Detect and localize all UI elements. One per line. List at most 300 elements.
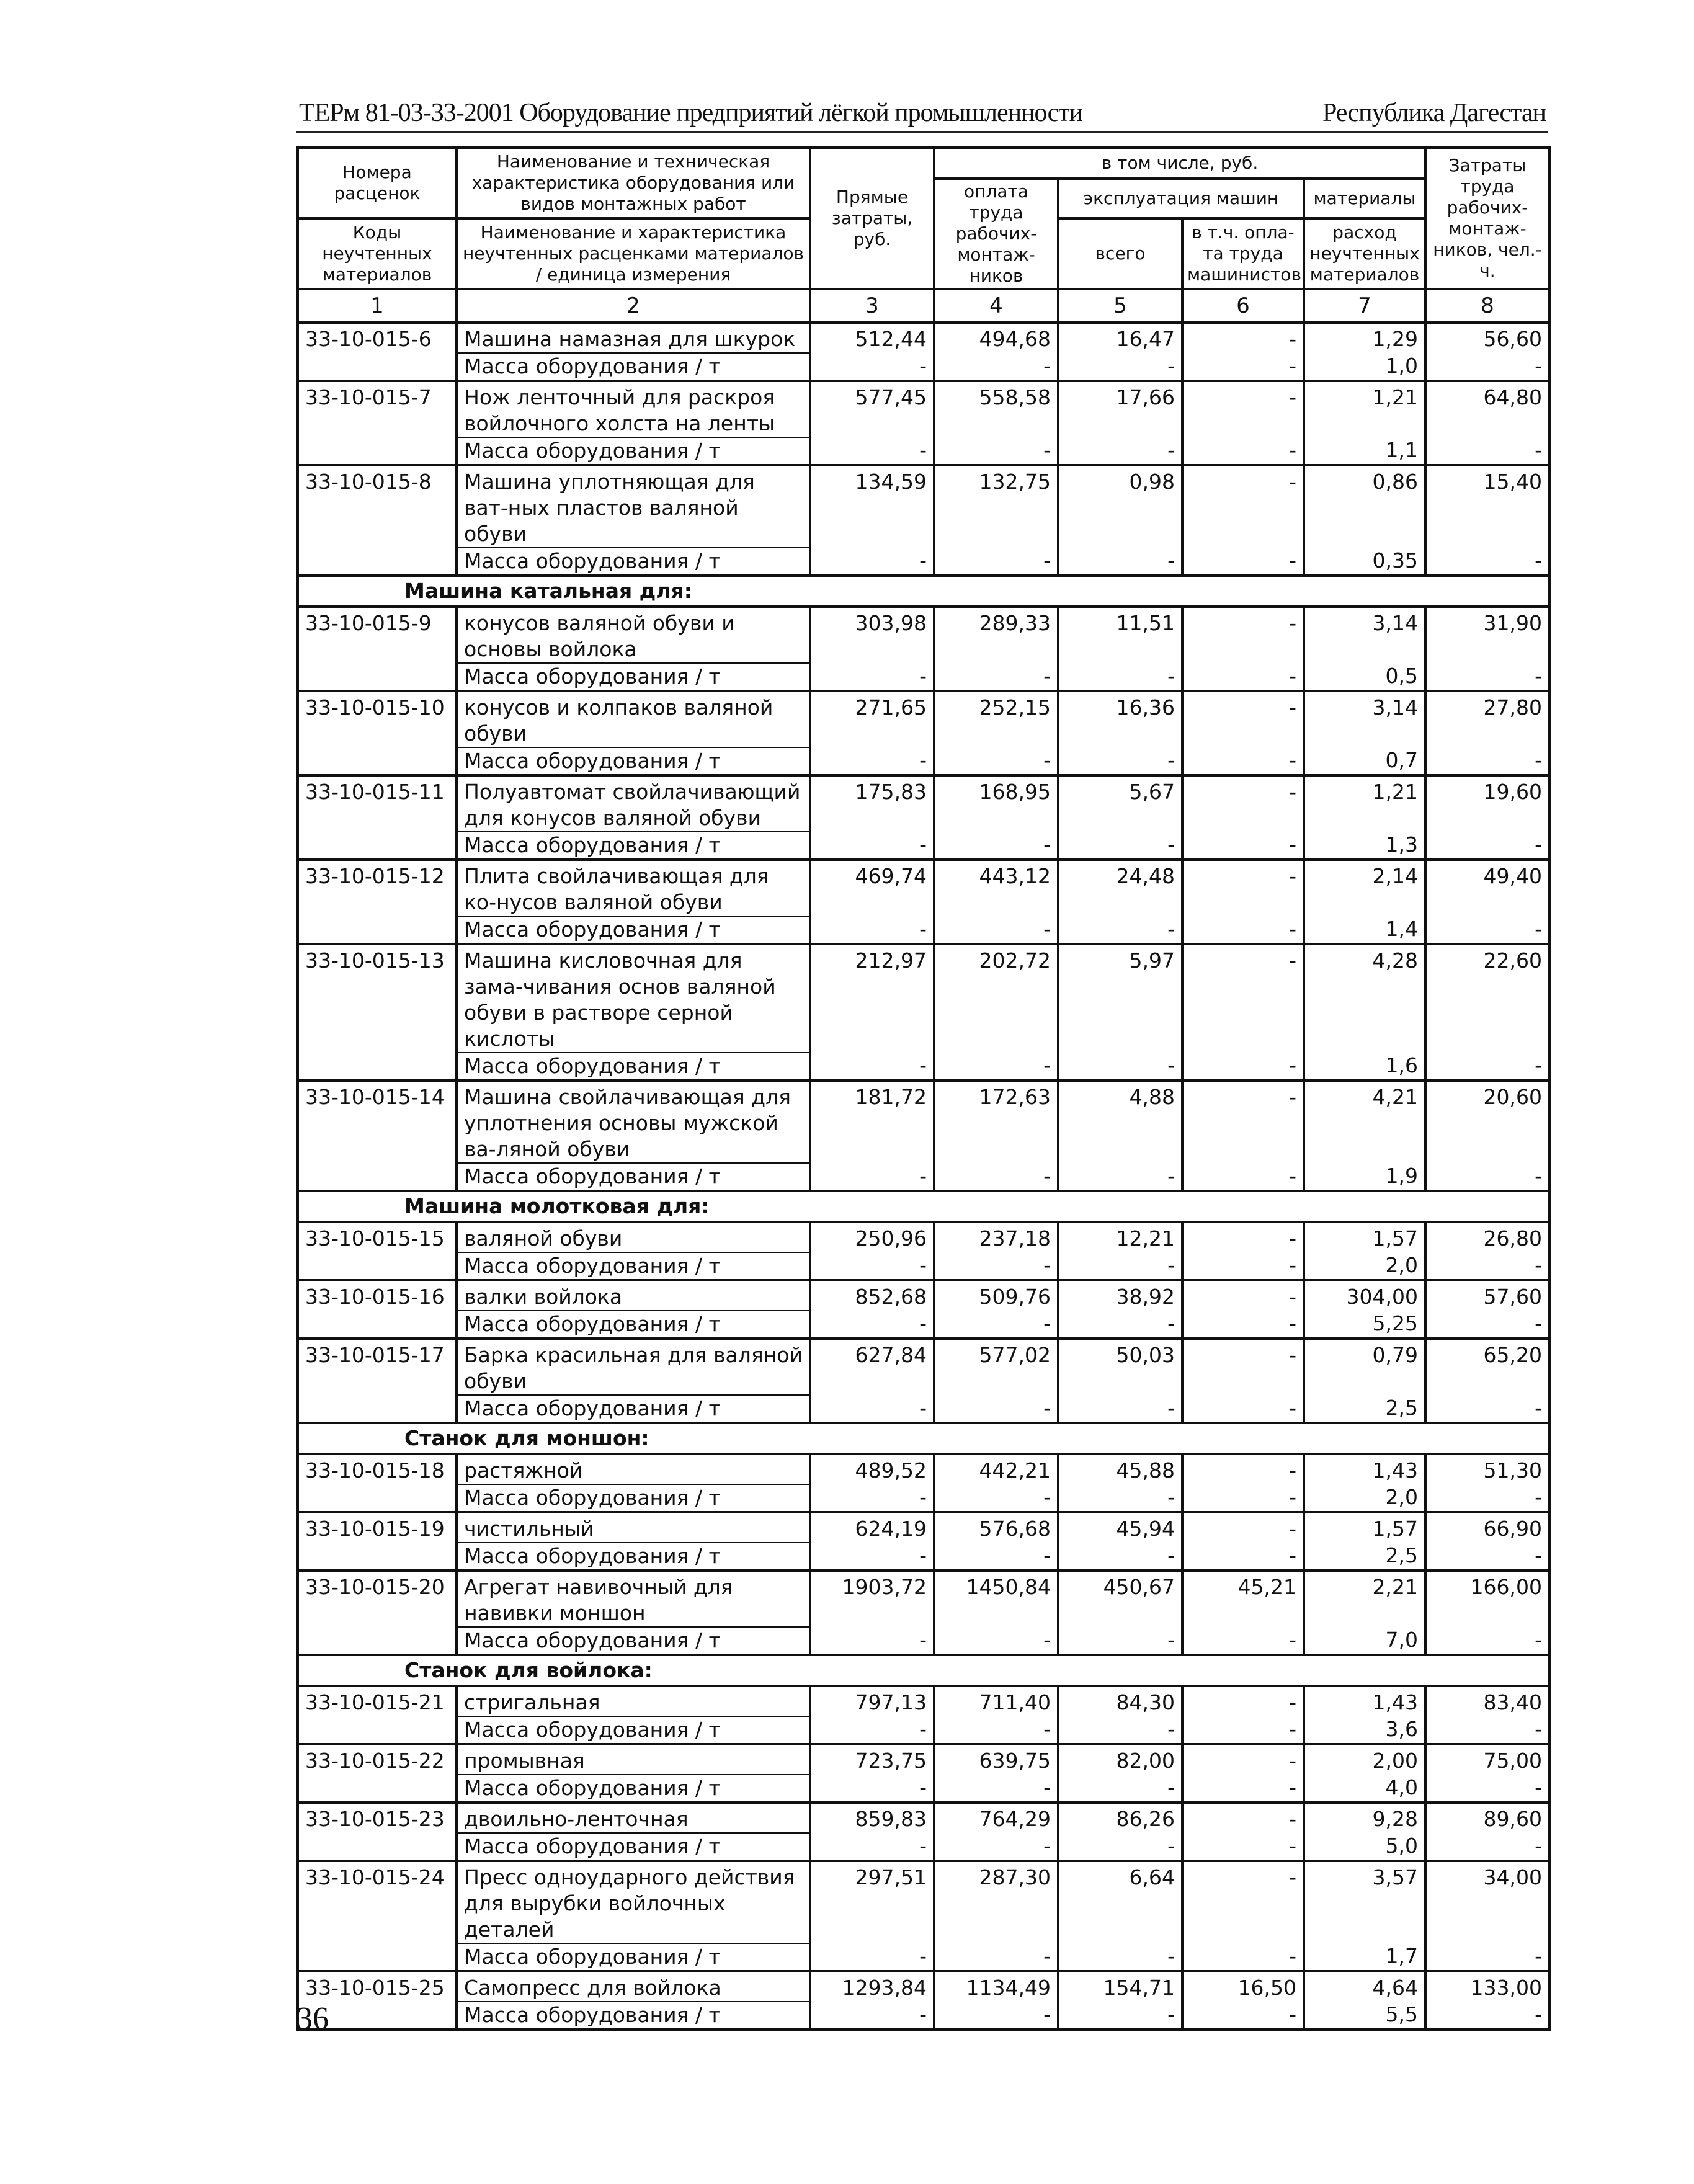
mass-value: - (1182, 1311, 1304, 1339)
labor-hours-cell: 133,00 (1425, 1971, 1549, 2002)
labor-hours-cell: 57,60 (1425, 1280, 1549, 1311)
mass-value: 1,4 (1304, 916, 1425, 944)
mass-value: - (934, 1163, 1058, 1191)
mass-value: 2,5 (1304, 1395, 1425, 1423)
installer-wages-cell: 576,68 (934, 1512, 1058, 1543)
labor-hours-cell: 26,80 (1425, 1222, 1549, 1252)
machine-total-cell: 0,98 (1058, 465, 1182, 548)
mass-value: - (810, 548, 934, 576)
installer-wages-cell: 711,40 (934, 1686, 1058, 1716)
rate-code: 33-10-015-6 (298, 323, 457, 353)
labor-hours-cell: 15,40 (1425, 465, 1549, 548)
empty-cell (298, 437, 457, 465)
operator-wages-cell: - (1182, 1339, 1304, 1395)
operator-wages-cell: 45,21 (1182, 1571, 1304, 1627)
direct-costs-cell: 797,13 (810, 1686, 934, 1716)
materials-cell: 4,28 (1304, 944, 1425, 1053)
column-numbers-row (298, 289, 1549, 323)
equipment-name: Нож ленточный для раскроя войлочного холста на ленты (457, 381, 810, 437)
mass-value: - (810, 747, 934, 775)
machine-total-cell: 5,97 (1058, 944, 1182, 1053)
table-row (298, 1222, 1549, 1252)
mass-value: - (1425, 1252, 1549, 1280)
empty-cell (298, 663, 457, 691)
header-direct-costs: Прямые затраты, руб. (810, 148, 934, 289)
mass-value: 7,0 (1304, 1627, 1425, 1655)
mass-value: - (1182, 916, 1304, 944)
mass-value: - (1058, 1395, 1182, 1423)
mass-row (298, 437, 1549, 465)
mass-label: Масса оборудования / т (457, 437, 810, 465)
mass-value: - (810, 916, 934, 944)
mass-value: - (1058, 2002, 1182, 2030)
direct-costs-cell: 250,96 (810, 1222, 934, 1252)
mass-label: Масса оборудования / т (457, 353, 810, 381)
operator-wages-cell: - (1182, 944, 1304, 1053)
group-heading: Машина молотковая для: (298, 1191, 1549, 1222)
header-material-names: Наименование и характеристика неучтенных расценками материалов / единица измерения (457, 218, 810, 289)
machine-total-cell: 16,47 (1058, 323, 1182, 353)
equipment-name: конусов и колпаков валяной обуви (457, 691, 810, 747)
mass-value: - (934, 1716, 1058, 1744)
mass-value: - (810, 437, 934, 465)
table-row (298, 944, 1549, 1053)
mass-row (298, 1395, 1549, 1423)
labor-hours-cell: 19,60 (1425, 775, 1549, 832)
labor-hours-cell: 89,60 (1425, 1803, 1549, 1833)
mass-value: - (810, 1311, 934, 1339)
mass-value: - (1182, 1833, 1304, 1861)
mass-value: - (1425, 1163, 1549, 1191)
mass-label: Масса оборудования / т (457, 548, 810, 576)
header-rate-numbers: Номера расценок (298, 148, 457, 218)
installer-wages-cell: 577,02 (934, 1339, 1058, 1395)
installer-wages-cell: 558,58 (934, 381, 1058, 437)
mass-row (298, 1543, 1549, 1571)
document-title: ТЕРм 81-03-33-2001 Оборудование предприятий лёгкой промышленности (299, 99, 1083, 127)
labor-hours-cell: 27,80 (1425, 691, 1549, 747)
empty-cell (298, 1484, 457, 1512)
machine-total-cell: 4,88 (1058, 1081, 1182, 1163)
mass-value: 1,0 (1304, 353, 1425, 381)
mass-label: Масса оборудования / т (457, 832, 810, 860)
installer-wages-cell: 443,12 (934, 860, 1058, 916)
mass-value: - (1058, 1543, 1182, 1571)
header-labor-hours: Затраты труда рабочих-монтаж-ников, чел.-ч. (1425, 148, 1549, 289)
machine-total-cell: 16,36 (1058, 691, 1182, 747)
operator-wages-cell: - (1182, 1512, 1304, 1543)
group-heading-row (298, 1655, 1549, 1686)
mass-value: - (934, 1775, 1058, 1803)
group-heading-row (298, 1191, 1549, 1222)
mass-value: - (1425, 1716, 1549, 1744)
mass-label: Масса оборудования / т (457, 747, 810, 775)
mass-value: - (1182, 1943, 1304, 1971)
mass-value: - (1182, 1716, 1304, 1744)
mass-value: - (1425, 1775, 1549, 1803)
mass-row (298, 2002, 1549, 2030)
mass-value: - (1058, 663, 1182, 691)
installer-wages-cell: 287,30 (934, 1861, 1058, 1943)
mass-value: - (934, 437, 1058, 465)
mass-value: - (1058, 1833, 1182, 1861)
mass-value: - (1182, 1484, 1304, 1512)
labor-hours-cell: 34,00 (1425, 1861, 1549, 1943)
installer-wages-cell: 1134,49 (934, 1971, 1058, 2002)
machine-total-cell: 86,26 (1058, 1803, 1182, 1833)
labor-hours-cell: 51,30 (1425, 1454, 1549, 1484)
materials-cell: 3,14 (1304, 691, 1425, 747)
equipment-name: растяжной (457, 1454, 810, 1484)
table-row (298, 691, 1549, 747)
empty-cell (298, 1943, 457, 1971)
mass-value: - (1425, 1395, 1549, 1423)
rate-code: 33-10-015-16 (298, 1280, 457, 1311)
mass-value: - (934, 2002, 1058, 2030)
equipment-name: Машина свойлачивающая для уплотнения основы мужской ва-ляной обуви (457, 1081, 810, 1163)
mass-value: - (1425, 2002, 1549, 2030)
machine-total-cell: 450,67 (1058, 1571, 1182, 1627)
operator-wages-cell: - (1182, 1744, 1304, 1775)
materials-cell: 2,00 (1304, 1744, 1425, 1775)
mass-value: - (810, 353, 934, 381)
machine-total-cell: 45,88 (1058, 1454, 1182, 1484)
operator-wages-cell: - (1182, 1081, 1304, 1163)
mass-value: - (1425, 1311, 1549, 1339)
operator-wages-cell: - (1182, 691, 1304, 747)
rate-code: 33-10-015-7 (298, 381, 457, 437)
empty-cell (298, 1252, 457, 1280)
mass-value: - (934, 1252, 1058, 1280)
operator-wages-cell: - (1182, 1803, 1304, 1833)
rate-code: 33-10-015-17 (298, 1339, 457, 1395)
mass-value: - (810, 663, 934, 691)
mass-value: - (1182, 437, 1304, 465)
column-number: 6 (1182, 289, 1304, 323)
mass-value: - (1182, 1163, 1304, 1191)
equipment-name: Барка красильная для валяной обуви (457, 1339, 810, 1395)
table-row (298, 1512, 1549, 1543)
mass-value: - (934, 1484, 1058, 1512)
installer-wages-cell: 168,95 (934, 775, 1058, 832)
equipment-name: чистильный (457, 1512, 810, 1543)
mass-row (298, 1716, 1549, 1744)
equipment-name: конусов валяной обуви и основы войлока (457, 607, 810, 663)
header-installer-wages: оплата труда рабочих-монтаж-ников (934, 179, 1058, 289)
materials-cell: 2,14 (1304, 860, 1425, 916)
equipment-name: стригальная (457, 1686, 810, 1716)
empty-cell (298, 1543, 457, 1571)
column-number: 5 (1058, 289, 1182, 323)
materials-cell: 3,57 (1304, 1861, 1425, 1943)
mass-row (298, 1053, 1549, 1081)
mass-value: - (1058, 1484, 1182, 1512)
mass-value: 1,1 (1304, 437, 1425, 465)
rate-code: 33-10-015-11 (298, 775, 457, 832)
mass-value: - (934, 1395, 1058, 1423)
column-number: 2 (457, 289, 810, 323)
operator-wages-cell: - (1182, 381, 1304, 437)
empty-cell (298, 353, 457, 381)
equipment-name: Самопресс для войлока (457, 1971, 810, 2002)
group-heading: Машина катальная для: (298, 576, 1549, 607)
installer-wages-cell: 289,33 (934, 607, 1058, 663)
operator-wages-cell: - (1182, 323, 1304, 353)
mass-value: - (810, 1943, 934, 1971)
mass-value: - (1182, 353, 1304, 381)
empty-cell (298, 1775, 457, 1803)
equipment-name: Полуавтомат свойлачивающий для конусов валяной обуви (457, 775, 810, 832)
mass-value: 1,7 (1304, 1943, 1425, 1971)
column-number: 3 (810, 289, 934, 323)
rate-code: 33-10-015-10 (298, 691, 457, 747)
mass-label: Масса оборудования / т (457, 1943, 810, 1971)
materials-cell: 304,00 (1304, 1280, 1425, 1311)
mass-label: Масса оборудования / т (457, 663, 810, 691)
operator-wages-cell: - (1182, 1454, 1304, 1484)
group-heading-row (298, 576, 1549, 607)
labor-hours-cell: 166,00 (1425, 1571, 1549, 1627)
empty-cell (298, 916, 457, 944)
mass-value: 3,6 (1304, 1716, 1425, 1744)
mass-value: - (1058, 832, 1182, 860)
mass-value: - (934, 832, 1058, 860)
mass-value: 0,5 (1304, 663, 1425, 691)
mass-value: - (934, 747, 1058, 775)
mass-label: Масса оборудования / т (457, 2002, 810, 2030)
table-row (298, 775, 1549, 832)
column-number: 8 (1425, 289, 1549, 323)
table-row (298, 465, 1549, 548)
rate-code: 33-10-015-25 (298, 1971, 457, 2002)
mass-value: 1,9 (1304, 1163, 1425, 1191)
equipment-name: Машина кисловочная для зама-чивания основ валяной обуви в растворе серной кислоты (457, 944, 810, 1053)
rate-code: 33-10-015-23 (298, 1803, 457, 1833)
empty-cell (298, 1163, 457, 1191)
rate-code: 33-10-015-21 (298, 1686, 457, 1716)
mass-value: - (810, 1543, 934, 1571)
mass-value: 1,3 (1304, 832, 1425, 860)
direct-costs-cell: 271,65 (810, 691, 934, 747)
mass-value: - (934, 663, 1058, 691)
labor-hours-cell: 49,40 (1425, 860, 1549, 916)
operator-wages-cell: - (1182, 860, 1304, 916)
materials-cell: 0,86 (1304, 465, 1425, 548)
direct-costs-cell: 134,59 (810, 465, 934, 548)
mass-value: - (1058, 1716, 1182, 1744)
installer-wages-cell: 202,72 (934, 944, 1058, 1053)
operator-wages-cell: - (1182, 1222, 1304, 1252)
mass-row (298, 1163, 1549, 1191)
mass-value: - (810, 1627, 934, 1655)
labor-hours-cell: 56,60 (1425, 323, 1549, 353)
mass-value: - (934, 1627, 1058, 1655)
table-row (298, 1280, 1549, 1311)
mass-value: - (810, 1395, 934, 1423)
equipment-name: Машина намазная для шкурок (457, 323, 810, 353)
empty-cell (298, 1716, 457, 1744)
materials-cell: 1,43 (1304, 1454, 1425, 1484)
installer-wages-cell: 132,75 (934, 465, 1058, 548)
mass-value: - (1425, 832, 1549, 860)
direct-costs-cell: 181,72 (810, 1081, 934, 1163)
operator-wages-cell: - (1182, 465, 1304, 548)
mass-value: - (934, 1833, 1058, 1861)
equipment-name: Машина уплотняющая для ват-ных пластов валяной обуви (457, 465, 810, 548)
installer-wages-cell: 237,18 (934, 1222, 1058, 1252)
mass-value: - (1425, 1943, 1549, 1971)
mass-row (298, 1627, 1549, 1655)
direct-costs-cell: 577,45 (810, 381, 934, 437)
table-row (298, 1081, 1549, 1163)
mass-value: - (934, 353, 1058, 381)
header-machine-total: всего (1058, 218, 1182, 289)
installer-wages-cell: 172,63 (934, 1081, 1058, 1163)
mass-row (298, 1311, 1549, 1339)
mass-label: Масса оборудования / т (457, 1311, 810, 1339)
rate-code: 33-10-015-14 (298, 1081, 457, 1163)
mass-value: - (1182, 663, 1304, 691)
mass-value: - (934, 1943, 1058, 1971)
machine-total-cell: 50,03 (1058, 1339, 1182, 1395)
column-number: 4 (934, 289, 1058, 323)
header-material-consumption: расход неучтенных материалов (1304, 218, 1425, 289)
direct-costs-cell: 852,68 (810, 1280, 934, 1311)
direct-costs-cell: 1293,84 (810, 1971, 934, 2002)
labor-hours-cell: 75,00 (1425, 1744, 1549, 1775)
materials-cell: 4,21 (1304, 1081, 1425, 1163)
operator-wages-cell: - (1182, 607, 1304, 663)
mass-row (298, 663, 1549, 691)
mass-value: - (810, 1484, 934, 1512)
mass-label: Масса оборудования / т (457, 1395, 810, 1423)
header-machine-operation: эксплуатация машин (1058, 179, 1304, 218)
table-row (298, 1861, 1549, 1943)
machine-total-cell: 5,67 (1058, 775, 1182, 832)
mass-value: - (1058, 437, 1182, 465)
installer-wages-cell: 1450,84 (934, 1571, 1058, 1627)
mass-row (298, 1943, 1549, 1971)
materials-cell: 4,64 (1304, 1971, 1425, 2002)
equipment-name: валки войлока (457, 1280, 810, 1311)
empty-cell (298, 1053, 457, 1081)
operator-wages-cell: - (1182, 1861, 1304, 1943)
empty-cell (298, 548, 457, 576)
empty-cell (298, 1833, 457, 1861)
rate-code: 33-10-015-9 (298, 607, 457, 663)
installer-wages-cell: 764,29 (934, 1803, 1058, 1833)
machine-total-cell: 45,94 (1058, 1512, 1182, 1543)
equipment-name: Пресс одноударного действия для вырубки войлочных деталей (457, 1861, 810, 1943)
mass-value: - (1182, 2002, 1304, 2030)
table-row (298, 381, 1549, 437)
mass-value: - (1425, 1627, 1549, 1655)
mass-value: - (1425, 747, 1549, 775)
mass-row (298, 1484, 1549, 1512)
mass-value: - (1058, 1163, 1182, 1191)
mass-value: - (1425, 1833, 1549, 1861)
direct-costs-cell: 723,75 (810, 1744, 934, 1775)
machine-total-cell: 11,51 (1058, 607, 1182, 663)
mass-value: - (1425, 1053, 1549, 1081)
mass-value: - (1058, 916, 1182, 944)
labor-hours-cell: 22,60 (1425, 944, 1549, 1053)
empty-cell (298, 1627, 457, 1655)
mass-value: - (1425, 1484, 1549, 1512)
machine-total-cell: 17,66 (1058, 381, 1182, 437)
labor-hours-cell: 31,90 (1425, 607, 1549, 663)
mass-value: 2,5 (1304, 1543, 1425, 1571)
mass-label: Масса оборудования / т (457, 1716, 810, 1744)
mass-value: - (1182, 832, 1304, 860)
mass-label: Масса оборудования / т (457, 1543, 810, 1571)
empty-cell (298, 1395, 457, 1423)
mass-value: - (1058, 1627, 1182, 1655)
mass-label: Масса оборудования / т (457, 1833, 810, 1861)
group-heading-row (298, 1423, 1549, 1454)
materials-cell: 1,43 (1304, 1686, 1425, 1716)
table-row (298, 323, 1549, 353)
mass-value: - (810, 1833, 934, 1861)
equipment-name: Плита свойлачивающая для ко-нусов валяной обуви (457, 860, 810, 916)
table-header (298, 148, 1549, 323)
equipment-name: Агрегат навивочный для навивки моншон (457, 1571, 810, 1627)
materials-cell: 1,21 (1304, 775, 1425, 832)
mass-value: 2,0 (1304, 1252, 1425, 1280)
header-name-characteristics: Наименование и техническая характеристика оборудования или видов монтажных работ (457, 148, 810, 218)
running-header (296, 93, 1548, 133)
empty-cell (298, 832, 457, 860)
machine-total-cell: 82,00 (1058, 1744, 1182, 1775)
mass-row (298, 916, 1549, 944)
mass-value: - (1182, 1252, 1304, 1280)
materials-cell: 2,21 (1304, 1571, 1425, 1627)
empty-cell (298, 747, 457, 775)
table-body (298, 323, 1549, 2030)
mass-row (298, 747, 1549, 775)
operator-wages-cell: - (1182, 775, 1304, 832)
mass-label: Масса оборудования / т (457, 1252, 810, 1280)
installer-wages-cell: 442,21 (934, 1454, 1058, 1484)
mass-value: - (1058, 353, 1182, 381)
mass-value: 0,7 (1304, 747, 1425, 775)
materials-cell: 0,79 (1304, 1339, 1425, 1395)
installer-wages-cell: 494,68 (934, 323, 1058, 353)
header-including: в том числе, руб. (934, 148, 1425, 179)
rate-code: 33-10-015-8 (298, 465, 457, 548)
mass-value: - (1058, 1775, 1182, 1803)
mass-row (298, 1833, 1549, 1861)
rates-table (296, 146, 1551, 2031)
rate-code: 33-10-015-22 (298, 1744, 457, 1775)
rate-code: 33-10-015-13 (298, 944, 457, 1053)
mass-value: 5,0 (1304, 1833, 1425, 1861)
empty-cell (298, 1311, 457, 1339)
mass-value: 2,0 (1304, 1484, 1425, 1512)
table-row (298, 1454, 1549, 1484)
direct-costs-cell: 512,44 (810, 323, 934, 353)
direct-costs-cell: 297,51 (810, 1861, 934, 1943)
machine-total-cell: 24,48 (1058, 860, 1182, 916)
table-row (298, 860, 1549, 916)
mass-value: 4,0 (1304, 1775, 1425, 1803)
mass-value: - (1425, 548, 1549, 576)
group-heading: Станок для войлока: (298, 1655, 1549, 1686)
mass-label: Масса оборудования / т (457, 1053, 810, 1081)
mass-value: - (1058, 1311, 1182, 1339)
labor-hours-cell: 66,90 (1425, 1512, 1549, 1543)
direct-costs-cell: 175,83 (810, 775, 934, 832)
